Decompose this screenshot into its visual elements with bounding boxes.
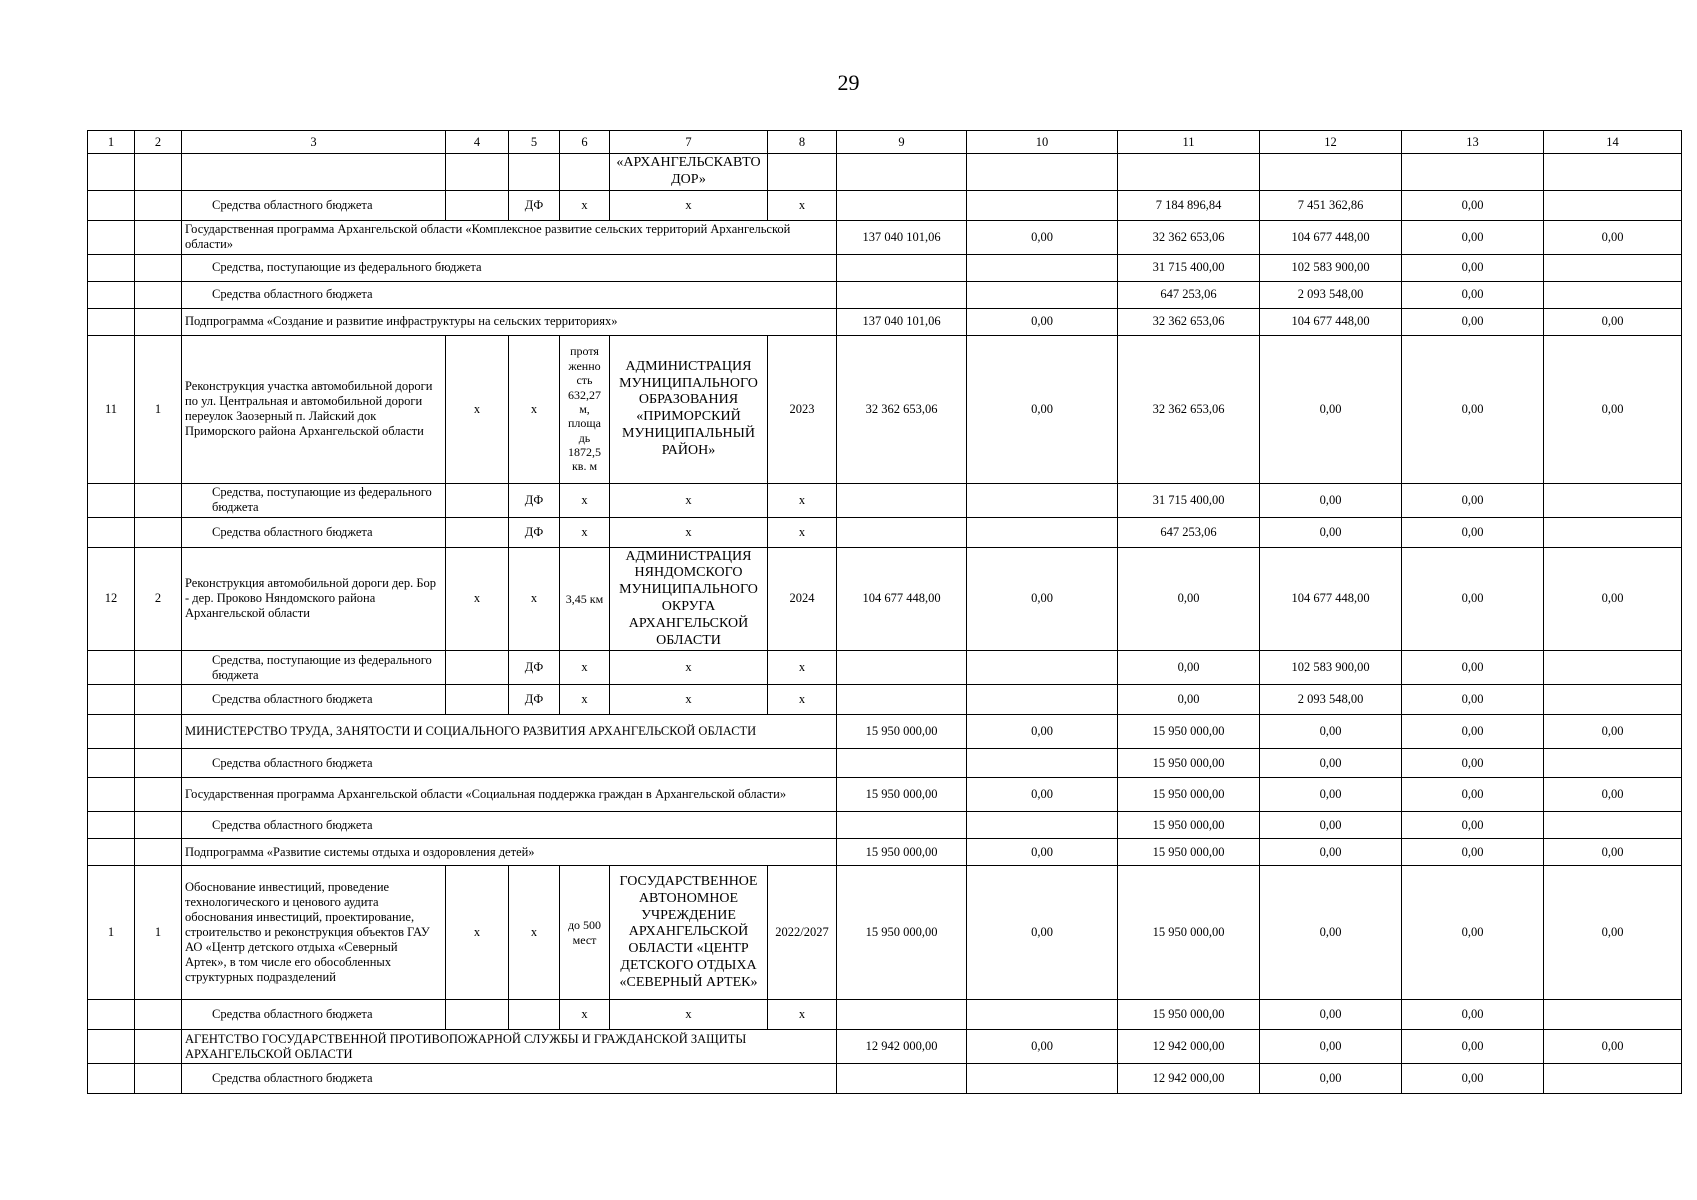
description-cell: Средства, поступающие из федерального бюджета xyxy=(182,254,837,281)
amount-cell: 12 942 000,00 xyxy=(1118,1030,1260,1064)
table-cell xyxy=(837,685,967,715)
table-cell: x xyxy=(610,190,768,220)
amount-cell: 0,00 xyxy=(967,220,1118,254)
organization-cell: АДМИНИСТРАЦИЯ НЯНДОМСКОГО МУНИЦИПАЛЬНОГО ОКРУГА АРХАНГЕЛЬСКОЙ ОБЛАСТИ xyxy=(610,547,768,651)
header-cell: 4 xyxy=(446,131,509,154)
amount-cell: 0,00 xyxy=(1260,839,1402,866)
header-cell: 7 xyxy=(610,131,768,154)
table-cell: ДФ xyxy=(509,517,560,547)
table-cell xyxy=(182,154,446,191)
section-title-cell: Государственная программа Архангельской области «Комплексное развитие сельских территорий Архангельской области» xyxy=(182,220,837,254)
amount-cell: 7 184 896,84 xyxy=(1118,190,1260,220)
table-row xyxy=(88,812,1682,839)
amount-cell: 0,00 xyxy=(1544,220,1682,254)
amount-cell: 0,00 xyxy=(967,778,1118,812)
table-cell xyxy=(967,1000,1118,1030)
header-cell: 11 xyxy=(1118,131,1260,154)
amount-cell: 15 950 000,00 xyxy=(837,778,967,812)
table-cell xyxy=(1260,154,1402,191)
table-cell xyxy=(88,483,135,517)
capacity-cell: протя женно сть 632,27 м, площа дь 1872,5 кв. м xyxy=(560,335,610,483)
table-cell: x xyxy=(560,517,610,547)
table-row xyxy=(88,308,1682,335)
description-cell: Реконструкция участка автомобильной дороги по ул. Центральная и автомобильной дороги переулок Заозерный п. Лайский док Приморского района Архангельской области xyxy=(182,335,446,483)
table-cell xyxy=(837,517,967,547)
amount-cell: 15 950 000,00 xyxy=(1118,1000,1260,1030)
table-cell xyxy=(135,254,182,281)
row-number-cell: 12 xyxy=(88,547,135,651)
table-row xyxy=(88,685,1682,715)
amount-cell: 0,00 xyxy=(1402,839,1544,866)
table-row xyxy=(88,1030,1682,1064)
amount-cell: 0,00 xyxy=(1544,308,1682,335)
table-cell xyxy=(135,778,182,812)
amount-cell: 0,00 xyxy=(1402,483,1544,517)
header-cell: 5 xyxy=(509,131,560,154)
amount-cell: 137 040 101,06 xyxy=(837,308,967,335)
amount-cell: 104 677 448,00 xyxy=(1260,547,1402,651)
table-cell xyxy=(509,154,560,191)
table-cell: x xyxy=(768,190,837,220)
table-cell: x xyxy=(768,651,837,685)
amount-cell: 2 093 548,00 xyxy=(1260,685,1402,715)
amount-cell: 0,00 xyxy=(1402,308,1544,335)
table-cell xyxy=(837,812,967,839)
table-cell: x xyxy=(446,335,509,483)
table-cell: x xyxy=(768,483,837,517)
table-cell: ДФ xyxy=(509,190,560,220)
amount-cell: 0,00 xyxy=(1402,517,1544,547)
amount-cell: 647 253,06 xyxy=(1118,281,1260,308)
table-cell xyxy=(135,154,182,191)
table-cell xyxy=(135,190,182,220)
table-row xyxy=(88,254,1682,281)
table-cell xyxy=(135,1030,182,1064)
table-cell: x xyxy=(610,1000,768,1030)
table-row xyxy=(88,517,1682,547)
table-cell xyxy=(1544,1064,1682,1094)
amount-cell: 32 362 653,06 xyxy=(1118,335,1260,483)
table-row xyxy=(88,778,1682,812)
table-cell xyxy=(1544,812,1682,839)
amount-cell: 0,00 xyxy=(967,866,1118,1000)
table-cell xyxy=(88,1000,135,1030)
table-cell xyxy=(967,254,1118,281)
header-cell: 3 xyxy=(182,131,446,154)
table-cell: x xyxy=(509,335,560,483)
amount-cell: 0,00 xyxy=(967,715,1118,749)
table-cell xyxy=(135,1064,182,1094)
table-cell xyxy=(1544,190,1682,220)
table-cell xyxy=(967,685,1118,715)
row-number-cell: 2 xyxy=(135,547,182,651)
header-cell: 12 xyxy=(1260,131,1402,154)
table-cell xyxy=(88,715,135,749)
amount-cell: 0,00 xyxy=(1402,254,1544,281)
table-cell xyxy=(88,281,135,308)
amount-cell: 0,00 xyxy=(1118,547,1260,651)
amount-cell: 0,00 xyxy=(1402,778,1544,812)
amount-cell: 104 677 448,00 xyxy=(1260,308,1402,335)
table-cell xyxy=(88,685,135,715)
year-cell: 2022/2027 xyxy=(768,866,837,1000)
amount-cell: 0,00 xyxy=(1402,1030,1544,1064)
row-number-cell: 11 xyxy=(88,335,135,483)
header-cell: 9 xyxy=(837,131,967,154)
section-title-cell: Государственная программа Архангельской области «Социальная поддержка граждан в Архангельской области» xyxy=(182,778,837,812)
table-cell xyxy=(1544,651,1682,685)
section-title-cell: Подпрограмма «Развитие системы отдыха и оздоровления детей» xyxy=(182,839,837,866)
amount-cell: 12 942 000,00 xyxy=(837,1030,967,1064)
description-cell: Средства областного бюджета xyxy=(182,517,446,547)
table-cell xyxy=(88,308,135,335)
table-cell: ДФ xyxy=(509,483,560,517)
amount-cell: 0,00 xyxy=(1260,812,1402,839)
description-cell: Средства областного бюджета xyxy=(182,749,837,778)
description-cell: Обоснование инвестиций, проведение технологического и ценового аудита обоснования инвестиций, проектирование, строительство и реконструкция объектов ГАУ АО «Центр детского отдыха «Северный Артек», в том числе его обособленных структурных подразделений xyxy=(182,866,446,1000)
amount-cell: 0,00 xyxy=(1260,335,1402,483)
amount-cell: 0,00 xyxy=(1544,335,1682,483)
amount-cell: 0,00 xyxy=(1544,547,1682,651)
table-cell xyxy=(446,517,509,547)
amount-cell: 0,00 xyxy=(1402,812,1544,839)
amount-cell: 0,00 xyxy=(1260,715,1402,749)
table-cell xyxy=(135,685,182,715)
header-cell: 2 xyxy=(135,131,182,154)
table-cell xyxy=(446,651,509,685)
table-cell xyxy=(88,839,135,866)
table-cell xyxy=(446,685,509,715)
table-cell xyxy=(1544,685,1682,715)
table-cell: x xyxy=(446,547,509,651)
table-cell xyxy=(967,651,1118,685)
amount-cell: 647 253,06 xyxy=(1118,517,1260,547)
amount-cell: 0,00 xyxy=(1402,281,1544,308)
table-cell xyxy=(446,154,509,191)
table-row xyxy=(88,866,1682,1000)
amount-cell: 12 942 000,00 xyxy=(1118,1064,1260,1094)
table-row xyxy=(88,220,1682,254)
description-cell: Средства областного бюджета xyxy=(182,1000,446,1030)
table-cell xyxy=(88,220,135,254)
table-cell: ДФ xyxy=(509,651,560,685)
description-cell: Средства областного бюджета xyxy=(182,190,446,220)
amount-cell: 0,00 xyxy=(1402,190,1544,220)
amount-cell: 137 040 101,06 xyxy=(837,220,967,254)
table-row xyxy=(88,483,1682,517)
amount-cell: 32 362 653,06 xyxy=(837,335,967,483)
year-cell: 2023 xyxy=(768,335,837,483)
table-cell xyxy=(967,281,1118,308)
table-cell xyxy=(967,154,1118,191)
table-cell xyxy=(135,749,182,778)
header-cell: 14 xyxy=(1544,131,1682,154)
amount-cell: 0,00 xyxy=(1402,715,1544,749)
table-header-row xyxy=(88,131,1682,154)
table-row xyxy=(88,651,1682,685)
table-cell xyxy=(88,517,135,547)
amount-cell: 0,00 xyxy=(1544,839,1682,866)
header-cell: 6 xyxy=(560,131,610,154)
table-cell xyxy=(967,517,1118,547)
amount-cell: 15 950 000,00 xyxy=(1118,812,1260,839)
table-cell: x xyxy=(768,517,837,547)
amount-cell: 102 583 900,00 xyxy=(1260,651,1402,685)
amount-cell: 15 950 000,00 xyxy=(1118,778,1260,812)
table-cell: x xyxy=(560,685,610,715)
amount-cell: 7 451 362,86 xyxy=(1260,190,1402,220)
amount-cell: 0,00 xyxy=(1402,866,1544,1000)
table-cell xyxy=(88,778,135,812)
table-cell xyxy=(446,483,509,517)
table-cell: x xyxy=(560,651,610,685)
table-cell: x xyxy=(768,1000,837,1030)
capacity-cell: 3,45 км xyxy=(560,547,610,651)
table-row xyxy=(88,1000,1682,1030)
table-cell xyxy=(560,154,610,191)
table-cell xyxy=(135,220,182,254)
description-cell: Средства областного бюджета xyxy=(182,281,837,308)
table-cell xyxy=(967,812,1118,839)
table-row xyxy=(88,335,1682,483)
table-cell xyxy=(1544,517,1682,547)
amount-cell: 2 093 548,00 xyxy=(1260,281,1402,308)
table-cell xyxy=(837,254,967,281)
amount-cell: 32 362 653,06 xyxy=(1118,308,1260,335)
amount-cell: 0,00 xyxy=(1544,778,1682,812)
table-cell: x xyxy=(446,866,509,1000)
organization-cell: ГОСУДАРСТВЕННОЕ АВТОНОМНОЕ УЧРЕЖДЕНИЕ АРХАНГЕЛЬСКОЙ ОБЛАСТИ «ЦЕНТР ДЕТСКОГО ОТДЫХА «СЕВЕРНЫЙ АРТЕК» xyxy=(610,866,768,1000)
table-row xyxy=(88,281,1682,308)
description-cell: Реконструкция автомобильной дороги дер. Бор - дер. Проково Няндомского района Архангельской области xyxy=(182,547,446,651)
row-number-cell: 1 xyxy=(135,866,182,1000)
row-number-cell: 1 xyxy=(135,335,182,483)
section-title-cell: Подпрограмма «Создание и развитие инфраструктуры на сельских территориях» xyxy=(182,308,837,335)
table-cell xyxy=(967,190,1118,220)
description-cell: Средства, поступающие из федерального бюджета xyxy=(182,483,446,517)
amount-cell: 15 950 000,00 xyxy=(1118,866,1260,1000)
table-cell xyxy=(88,651,135,685)
amount-cell: 0,00 xyxy=(967,1030,1118,1064)
table-cell: x xyxy=(610,483,768,517)
amount-cell: 31 715 400,00 xyxy=(1118,483,1260,517)
amount-cell: 31 715 400,00 xyxy=(1118,254,1260,281)
table-cell xyxy=(135,483,182,517)
amount-cell: 15 950 000,00 xyxy=(837,866,967,1000)
description-cell: Средства, поступающие из федерального бюджета xyxy=(182,651,446,685)
table-cell xyxy=(135,812,182,839)
table-row xyxy=(88,715,1682,749)
amount-cell: 102 583 900,00 xyxy=(1260,254,1402,281)
amount-cell: 0,00 xyxy=(1260,1000,1402,1030)
amount-cell: 0,00 xyxy=(1260,866,1402,1000)
table-cell xyxy=(135,1000,182,1030)
table-cell: x xyxy=(560,1000,610,1030)
table-cell xyxy=(509,1000,560,1030)
organization-cell: «АРХАНГЕЛЬСКАВТО ДОР» xyxy=(610,154,768,191)
table-cell xyxy=(135,308,182,335)
amount-cell: 0,00 xyxy=(1260,517,1402,547)
table-cell xyxy=(1544,281,1682,308)
amount-cell: 15 950 000,00 xyxy=(837,715,967,749)
table-cell: ДФ xyxy=(509,685,560,715)
amount-cell: 0,00 xyxy=(1260,483,1402,517)
description-cell: Средства областного бюджета xyxy=(182,1064,837,1094)
amount-cell: 0,00 xyxy=(1544,715,1682,749)
table-cell: x xyxy=(509,866,560,1000)
table-cell xyxy=(768,154,837,191)
table-cell xyxy=(1402,154,1544,191)
header-cell: 8 xyxy=(768,131,837,154)
table-cell: x xyxy=(509,547,560,651)
table-cell xyxy=(967,483,1118,517)
table-cell xyxy=(837,1000,967,1030)
table-cell xyxy=(446,190,509,220)
section-title-cell: МИНИСТЕРСТВО ТРУДА, ЗАНЯТОСТИ И СОЦИАЛЬНОГО РАЗВИТИЯ АРХАНГЕЛЬСКОЙ ОБЛАСТИ xyxy=(182,715,837,749)
budget-table xyxy=(87,130,1682,1094)
table-cell: x xyxy=(768,685,837,715)
table-cell xyxy=(837,1064,967,1094)
amount-cell: 0,00 xyxy=(1402,749,1544,778)
table-cell xyxy=(88,812,135,839)
amount-cell: 0,00 xyxy=(1402,685,1544,715)
header-cell: 1 xyxy=(88,131,135,154)
table-row xyxy=(88,1064,1682,1094)
table-cell xyxy=(1544,749,1682,778)
table-cell: x xyxy=(610,517,768,547)
table-row xyxy=(88,547,1682,651)
table-cell xyxy=(1544,483,1682,517)
table-cell xyxy=(446,1000,509,1030)
table-cell xyxy=(837,154,967,191)
table-cell xyxy=(88,254,135,281)
amount-cell: 0,00 xyxy=(967,308,1118,335)
description-cell: Средства областного бюджета xyxy=(182,812,837,839)
table-cell xyxy=(135,517,182,547)
table-cell: x xyxy=(610,685,768,715)
table-cell: x xyxy=(560,190,610,220)
table-cell xyxy=(135,839,182,866)
table-cell xyxy=(837,483,967,517)
amount-cell: 0,00 xyxy=(1402,1064,1544,1094)
amount-cell: 0,00 xyxy=(1402,547,1544,651)
amount-cell: 0,00 xyxy=(1402,651,1544,685)
amount-cell: 15 950 000,00 xyxy=(1118,839,1260,866)
table-row xyxy=(88,839,1682,866)
table-cell xyxy=(135,281,182,308)
table-cell xyxy=(1544,154,1682,191)
amount-cell: 15 950 000,00 xyxy=(1118,715,1260,749)
table-cell xyxy=(1544,1000,1682,1030)
year-cell: 2024 xyxy=(768,547,837,651)
table-cell xyxy=(837,651,967,685)
amount-cell: 32 362 653,06 xyxy=(1118,220,1260,254)
amount-cell: 0,00 xyxy=(1544,1030,1682,1064)
table-cell xyxy=(837,190,967,220)
amount-cell: 0,00 xyxy=(1260,778,1402,812)
table-cell: x xyxy=(560,483,610,517)
amount-cell: 0,00 xyxy=(1118,685,1260,715)
table-row xyxy=(88,154,1682,191)
amount-cell: 0,00 xyxy=(1544,866,1682,1000)
table-cell xyxy=(837,749,967,778)
table-cell xyxy=(1118,154,1260,191)
table-cell xyxy=(135,651,182,685)
row-number-cell: 1 xyxy=(88,866,135,1000)
amount-cell: 0,00 xyxy=(967,547,1118,651)
table-cell xyxy=(837,281,967,308)
amount-cell: 0,00 xyxy=(1402,335,1544,483)
table-cell xyxy=(88,154,135,191)
description-cell: Средства областного бюджета xyxy=(182,685,446,715)
table-cell xyxy=(88,1064,135,1094)
capacity-cell: до 500 мест xyxy=(560,866,610,1000)
table-cell: x xyxy=(610,651,768,685)
table-row xyxy=(88,749,1682,778)
amount-cell: 0,00 xyxy=(1402,1000,1544,1030)
amount-cell: 0,00 xyxy=(1402,220,1544,254)
table-cell xyxy=(1544,254,1682,281)
amount-cell: 104 677 448,00 xyxy=(1260,220,1402,254)
table-cell xyxy=(967,749,1118,778)
header-cell: 13 xyxy=(1402,131,1544,154)
table-cell xyxy=(88,1030,135,1064)
amount-cell: 0,00 xyxy=(967,335,1118,483)
amount-cell: 104 677 448,00 xyxy=(837,547,967,651)
amount-cell: 15 950 000,00 xyxy=(1118,749,1260,778)
amount-cell: 15 950 000,00 xyxy=(837,839,967,866)
amount-cell: 0,00 xyxy=(1260,1064,1402,1094)
amount-cell: 0,00 xyxy=(1260,749,1402,778)
amount-cell: 0,00 xyxy=(1260,1030,1402,1064)
header-cell: 10 xyxy=(967,131,1118,154)
table-row xyxy=(88,190,1682,220)
section-title-cell: АГЕНТСТВО ГОСУДАРСТВЕННОЙ ПРОТИВОПОЖАРНОЙ СЛУЖБЫ И ГРАЖДАНСКОЙ ЗАЩИТЫ АРХАНГЕЛЬСКОЙ ОБЛАСТИ xyxy=(182,1030,837,1064)
table-cell xyxy=(88,749,135,778)
organization-cell: АДМИНИСТРАЦИЯ МУНИЦИПАЛЬНОГО ОБРАЗОВАНИЯ «ПРИМОРСКИЙ МУНИЦИПАЛЬНЫЙ РАЙОН» xyxy=(610,335,768,483)
amount-cell: 0,00 xyxy=(967,839,1118,866)
amount-cell: 0,00 xyxy=(1118,651,1260,685)
page-number: 29 xyxy=(837,70,860,95)
table-cell xyxy=(135,715,182,749)
table-cell xyxy=(967,1064,1118,1094)
table-cell xyxy=(88,190,135,220)
